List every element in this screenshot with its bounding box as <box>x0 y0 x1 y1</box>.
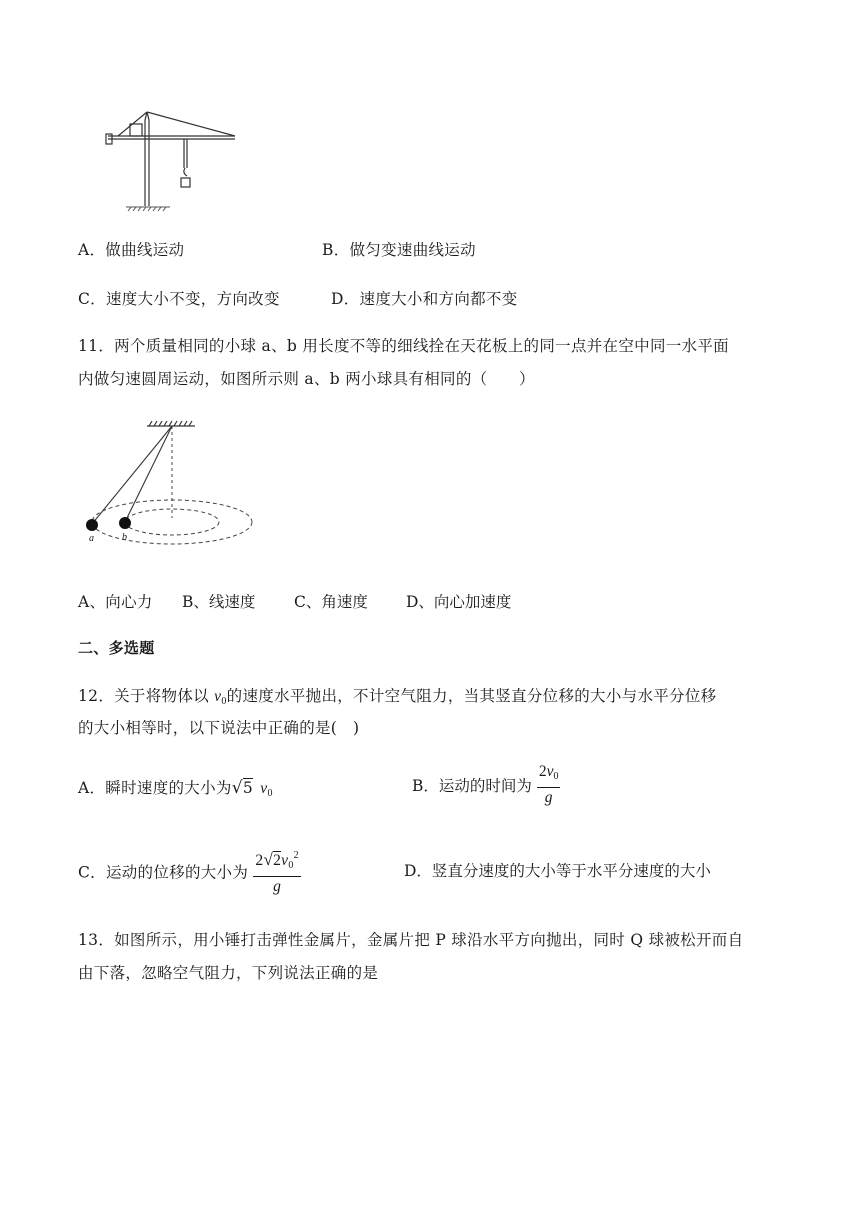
q11-option-a: A、向心力 <box>78 593 153 611</box>
q11-text-line2: 内做匀速圆周运动，如图所示则 a、b 两小球具有相同的（ ） <box>78 370 535 388</box>
conical-pendulum-figure <box>80 418 260 548</box>
q11-text-line1: 11．两个质量相同的小球 a、b 用长度不等的细线拴在天花板上的同一点并在空中同一水平面 <box>78 337 729 355</box>
q12-text-line1 <box>78 684 716 707</box>
q12-option-b: B．运动的时间为 $\frac{2v_0}{g}$ <box>412 763 559 806</box>
q12-option-c: C．运动的位移的大小为 $\frac{2√2v_0^2}{g}$ <box>78 846 301 897</box>
fraction-2v0-over-g: $\frac{2v_0}{g}$ <box>538 763 559 806</box>
fraction-displacement: $\frac{2√2v_0^2}{g}$ <box>253 846 301 897</box>
q11-option-b: B、线速度 <box>182 593 256 611</box>
q12-option-d: D．竖直分速度的大小等于水平分速度的大小 <box>404 862 711 880</box>
q10-option-b: B．做匀变速曲线运动 <box>322 241 476 259</box>
v0-symbol: $v_0$ <box>214 688 227 707</box>
q10-option-c: C．速度大小不变，方向改变 <box>78 290 280 308</box>
q12-text-pre: 12．关于将物体以 <box>78 687 215 705</box>
q11-option-c: C、角速度 <box>294 593 368 611</box>
q13-text-line2: 由下落，忽略空气阻力，下列说法正确的是 <box>78 964 379 982</box>
q13-text-line1: 13．如图所示，用小锤打击弹性金属片，金属片把 P 球沿水平方向抛出，同时 Q 球被松开而自 <box>78 931 744 949</box>
q10-option-d: D．速度大小和方向都不变 <box>331 290 518 308</box>
crane-figure <box>100 110 250 215</box>
q12-text-line2: 的大小相等时，以下说法中正确的是( ) <box>78 719 360 737</box>
ball-b-label: b <box>122 532 127 543</box>
ball-a-label: a <box>89 533 94 544</box>
q10-option-a: A．做曲线运动 <box>78 241 185 259</box>
sqrt-5: √5 <box>231 778 254 798</box>
section-heading: 二、多选题 <box>78 639 155 657</box>
q12-option-a: A．瞬时速度的大小为√5 $v_0$ <box>78 778 273 799</box>
q12-text-post: 的速度水平抛出，不计空气阻力，当其竖直分位移的大小与水平分位移 <box>226 687 717 705</box>
q11-option-d: D、向心加速度 <box>406 593 512 611</box>
